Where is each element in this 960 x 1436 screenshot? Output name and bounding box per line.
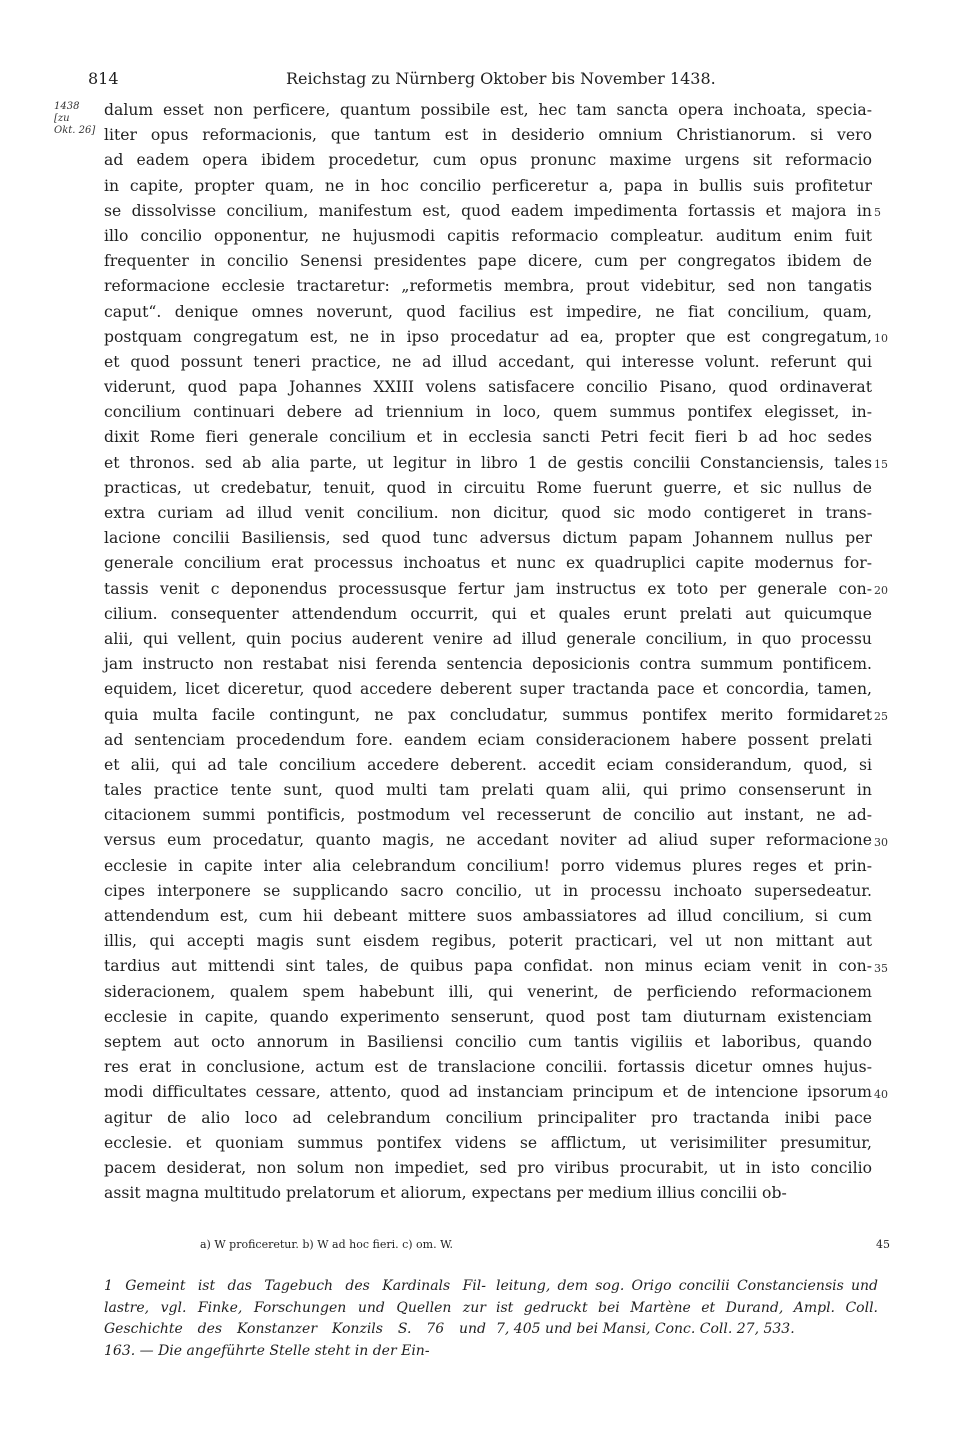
text-line: assit magna multitudo prelatorum et aliorum, expectans per medium illius concilii ob- bbox=[104, 1184, 787, 1203]
text-line: viderunt, quod papa Johannes XXIII volens satisfacere concilio Pisano, quod ordinaverat bbox=[104, 378, 872, 397]
text-line: cipes interponere se supplicando sacro concilio, ut in processu inchoato supersedeatur. bbox=[104, 881, 872, 900]
text-line: dixit Rome fieri generale concilium et in ecclesia sancti Petri fecit fieri b ad hoc sedes bbox=[104, 428, 872, 447]
line-number: 45 bbox=[876, 1238, 890, 1251]
line-number: 30 bbox=[874, 835, 888, 849]
text-line: caput“. denique omnes noverunt, quod facilius est impedire, ne fiat concilium, quam, bbox=[104, 302, 872, 321]
text-line: res erat in conclusione, actum est de translacione concilii. fortassis dicetur omnes hujus- bbox=[104, 1058, 872, 1077]
main-text bbox=[104, 98, 872, 1206]
text-line: extra curiam ad illud venit concilium. non dicitur, quod sic modo contigeret in trans- bbox=[104, 504, 872, 522]
line-number: 40 bbox=[874, 1087, 888, 1101]
text-line: tardius aut mittendi sint tales, de quibus papa confidat. non minus eciam venit in con- bbox=[104, 957, 872, 976]
text-line: ecclesie in capite, quando experimento senserunt, quod post tam diuturnam existenciam bbox=[104, 1007, 872, 1026]
text-line: concilium continuari debere ad triennium in loco, quem summus pontifex elegisset, in- bbox=[104, 403, 872, 422]
text-line: agitur de alio loco ad celebrandum concilium principaliter pro tractanda inibi pace bbox=[104, 1108, 872, 1127]
line-number: 35 bbox=[874, 961, 888, 975]
text-line: ad eadem opera ibidem procedetur, cum opus pronunc maxime urgens sit reformacio bbox=[104, 151, 872, 170]
text-line: et quod possunt teneri practice, ne ad illud accedant, qui interesse volunt. referunt qui bbox=[104, 352, 872, 371]
margin-date-year: 1438 bbox=[54, 101, 80, 112]
text-line: illo concilio opponentur, ne hujusmodi capitis reformacio compleatur. auditum enim fuit bbox=[104, 226, 872, 245]
text-line: et thronos. sed ab alia parte, ut legitur in libro 1 de gestis concilii Constanciensis, tales bbox=[104, 453, 872, 472]
line-number: 20 bbox=[874, 583, 888, 597]
text-line: sideracionem, qualem spem habebunt illi, qui venerint, de perficiendo reformacionem bbox=[104, 982, 872, 1001]
footnote-line: ist gedruckt bei Martène et Durand, Ampl. Coll. bbox=[496, 1299, 878, 1316]
text-line: tassis venit c deponendus processusque fertur jam instructus ex toto per generale con- bbox=[104, 579, 872, 598]
text-line: ecclesie. et quoniam summus pontifex videns se afflictum, ut verisimiliter presumitur, bbox=[104, 1133, 872, 1152]
text-line: ecclesie in capite inter alia celebrandum concilium! porro videmus plures reges et prin- bbox=[104, 856, 872, 875]
line-number: 10 bbox=[874, 331, 888, 345]
text-line: dalum esset non perficere, quantum possibile est, hec tam sancta opera inchoata, specia- bbox=[104, 101, 872, 119]
text-line: equidem, licet diceretur, quod accedere deberent super tractanda pace et concordia, tamen, bbox=[104, 680, 872, 699]
line-number: 25 bbox=[874, 709, 888, 723]
text-line: illis, qui accepti magis sunt eisdem regibus, poterit practicari, vel ut non mittant aut bbox=[104, 932, 872, 951]
running-title: Reichstag zu Nürnberg Oktober bis November 1438. bbox=[286, 69, 716, 88]
apparatus-notes: a) W proficeretur. b) W ad hoc fieri. c) om. W. bbox=[200, 1238, 453, 1251]
text-line: attendendum est, cum hii debeant mittere suos ambassiatores ad illud concilium, si cum bbox=[104, 907, 872, 925]
footnote-line: Geschichte des Konstanzer Konzils S. 76 und bbox=[104, 1321, 486, 1337]
footnote-line: leitung, dem sog. Origo concilii Constanciensis und bbox=[496, 1278, 878, 1294]
margin-date-note bbox=[54, 101, 100, 137]
text-line: in capite, propter quam, ne in hoc concilio perficeretur a, papa in bullis suis profitetur bbox=[104, 176, 872, 195]
text-line: practicas, ut credebatur, tenuit, quod in circuitu Rome fuerunt guerre, et sic nullus de bbox=[104, 478, 872, 497]
text-line: pacem desiderat, non solum non impediet, sed pro viribus procurabit, ut in isto concilio bbox=[104, 1158, 872, 1177]
text-line: quia multa facile contingunt, ne pax concludatur, summus pontifex merito formidaret bbox=[104, 705, 872, 724]
footnote-line: 7, 405 und bei Mansi, Conc. Coll. 27, 533. bbox=[496, 1321, 795, 1337]
textual-apparatus bbox=[200, 1238, 900, 1252]
text-line: postquam congregatum est, ne in ipso procedatur ad ea, propter que est congregatum, bbox=[104, 327, 872, 346]
text-line: tales practice tente sunt, quod multi tam prelati quam alii, qui primo consenserunt in bbox=[104, 781, 872, 800]
footnote-line: 1 Gemeint ist das Tagebuch des Kardinals Fil- bbox=[104, 1278, 486, 1294]
footnote-right-column bbox=[496, 1276, 878, 1341]
footnote-line: lastre, vgl. Finke, Forschungen und Quellen zur bbox=[104, 1299, 486, 1316]
text-line: et alii, qui ad tale concilium accedere deberent. accedit eciam considerandum, quod, si bbox=[104, 755, 872, 774]
text-line: jam instructo non restabat nisi ferenda sentencia deposicionis contra summum pontificem. bbox=[104, 655, 872, 674]
margin-date-day: Okt. 26] bbox=[54, 125, 96, 136]
text-line: alii, qui vellent, quin pocius auderent venire ad illud generale concilium, in quo processu bbox=[104, 629, 872, 648]
text-line: versus eum procedatur, quanto magis, ne accedant noviter ad aliud super reformacione bbox=[104, 831, 872, 850]
line-number: 5 bbox=[874, 205, 881, 219]
text-line: cilium. consequenter attendendum occurrit, qui et quales erunt prelati aut quicumque bbox=[104, 604, 872, 623]
text-line: reformacione ecclesie tractaretur: „reformetis membra, prout videbitur, sed non tangatis bbox=[104, 277, 872, 296]
margin-date-bracket: [zu bbox=[54, 113, 70, 124]
text-line: lacione concilii Basiliensis, sed quod tunc adversus dictum papam Johannem nullus per bbox=[104, 529, 872, 548]
text-line: septem aut octo annorum in Basiliensi concilio cum tantis vigiliis et laboribus, quando bbox=[104, 1032, 872, 1051]
text-line: ad sentenciam procedendum fore. eandem eciam consideracionem habere possent prelati bbox=[104, 730, 872, 749]
text-line: citacionem summi pontificis, postmodum vel recesserunt de concilio aut instant, ne ad- bbox=[104, 806, 872, 825]
footnote-line: 163. — Die angeführte Stelle steht in der Ein- bbox=[104, 1342, 430, 1359]
page-number: 814 bbox=[88, 69, 119, 88]
text-line: generale concilium erat processus inchoatus et nunc ex quadruplici capite modernus for- bbox=[104, 554, 872, 573]
text-line: liter opus reformacionis, que tantum est in desiderio omnium Christianorum. si vero bbox=[104, 126, 872, 145]
line-number: 15 bbox=[874, 457, 888, 471]
text-line: se dissolvisse concilium, manifestum est, quod eadem impedimenta fortassis et majora in bbox=[104, 201, 872, 220]
text-line: modi difficultates cessare, attento, quod ad instanciam principum et de intencione ipsorum bbox=[104, 1083, 872, 1102]
footnote-left-column bbox=[104, 1276, 486, 1362]
text-line: frequenter in concilio Senensi presidentes pape dicere, cum per congregatos ibidem de bbox=[104, 252, 872, 271]
